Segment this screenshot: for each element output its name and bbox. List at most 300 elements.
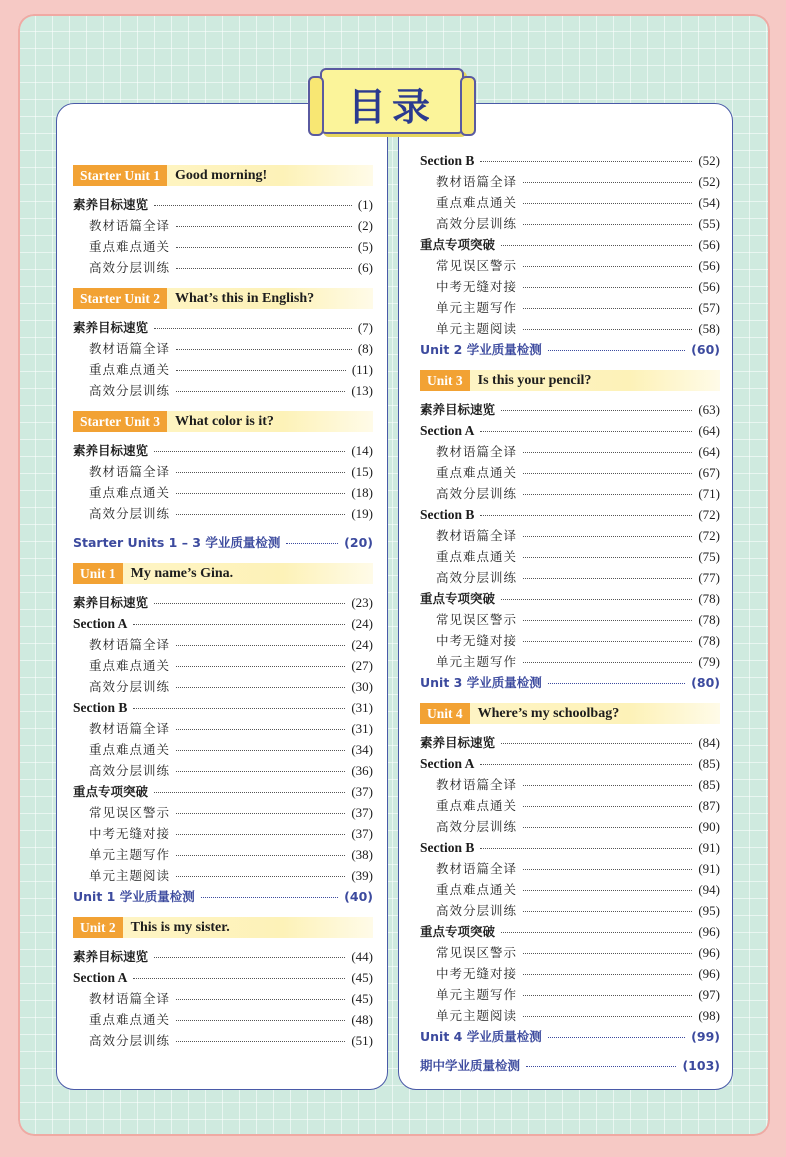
toc-page-number: (91) bbox=[698, 861, 720, 876]
unit-tag: Unit 1 bbox=[73, 563, 123, 584]
unit-header bbox=[73, 288, 373, 309]
toc-page-number: (56) bbox=[698, 237, 720, 252]
toc-entry[interactable] bbox=[420, 609, 720, 630]
toc-entry-label: Starter Units 1 – 3 学业质量检测 bbox=[73, 535, 281, 550]
toc-entry[interactable] bbox=[73, 865, 373, 886]
dot-leader bbox=[501, 599, 692, 600]
unit-title: This is my sister. bbox=[130, 919, 230, 935]
toc-entry[interactable] bbox=[420, 192, 720, 213]
toc-page-number: (11) bbox=[351, 362, 373, 377]
dot-leader bbox=[154, 451, 345, 452]
dot-leader bbox=[523, 806, 692, 807]
toc-entry[interactable] bbox=[420, 546, 720, 567]
toc-entry[interactable] bbox=[73, 697, 373, 718]
toc-page-number: (85) bbox=[698, 756, 720, 771]
toc-entry[interactable] bbox=[420, 795, 720, 816]
toc-page-number: (57) bbox=[698, 300, 720, 315]
toc-page-number: (30) bbox=[351, 679, 373, 694]
toc-entry[interactable] bbox=[420, 483, 720, 504]
toc-entry[interactable] bbox=[73, 718, 373, 739]
dot-leader bbox=[523, 974, 692, 975]
toc-page-number: (8) bbox=[357, 341, 373, 356]
dot-leader bbox=[523, 953, 692, 954]
toc-entry[interactable] bbox=[420, 171, 720, 192]
dot-leader bbox=[523, 578, 692, 579]
toc-page-number: (84) bbox=[698, 735, 720, 750]
dot-leader bbox=[523, 536, 692, 537]
toc-page-number: (23) bbox=[351, 595, 373, 610]
dot-leader bbox=[523, 287, 692, 288]
toc-entry-label: 单元主题写作 bbox=[436, 300, 518, 315]
toc-entry[interactable] bbox=[420, 1005, 720, 1026]
toc-page-number: (18) bbox=[351, 485, 373, 500]
toc-entry-label: 重点难点通关 bbox=[436, 549, 518, 564]
toc-entry-label: Section B bbox=[420, 840, 475, 855]
toc-entry-label: 单元主题写作 bbox=[436, 654, 518, 669]
toc-page-number: (72) bbox=[698, 528, 720, 543]
dot-leader bbox=[176, 472, 345, 473]
toc-entry-label: 单元主题写作 bbox=[436, 987, 518, 1002]
toc-entry-label: 高效分层训练 bbox=[89, 1033, 171, 1048]
toc-entry-label: 重点专项突破 bbox=[73, 784, 149, 799]
unit-header bbox=[420, 703, 720, 724]
toc-entry[interactable] bbox=[73, 236, 373, 257]
toc-entry[interactable] bbox=[420, 588, 720, 609]
toc-test-entry[interactable] bbox=[420, 339, 720, 360]
toc-entry[interactable] bbox=[420, 858, 720, 879]
dot-leader bbox=[154, 328, 352, 329]
toc-page-number: (24) bbox=[351, 616, 373, 631]
toc-page-number: (1) bbox=[357, 197, 373, 212]
toc-entry[interactable] bbox=[73, 946, 373, 967]
unit-title: My name’s Gina. bbox=[130, 565, 234, 581]
toc-entry[interactable] bbox=[420, 525, 720, 546]
toc-page-number: (91) bbox=[698, 840, 720, 855]
toc-page-number: (94) bbox=[698, 882, 720, 897]
toc-entry-label: 重点难点通关 bbox=[436, 882, 518, 897]
toc-page-number: (87) bbox=[698, 798, 720, 813]
dot-leader bbox=[133, 624, 345, 625]
dot-leader bbox=[176, 514, 345, 515]
toc-page-number: (27) bbox=[351, 658, 373, 673]
toc-entry[interactable] bbox=[73, 461, 373, 482]
dot-leader bbox=[176, 391, 345, 392]
toc-entry-label: 常见误区警示 bbox=[436, 945, 518, 960]
dot-leader bbox=[480, 161, 692, 162]
unit-header bbox=[73, 411, 373, 432]
dot-leader bbox=[480, 848, 692, 849]
toc-entry-label: 高效分层训练 bbox=[89, 506, 171, 521]
dot-leader bbox=[480, 764, 692, 765]
toc-entry[interactable] bbox=[73, 1009, 373, 1030]
toc-page-number: (2) bbox=[357, 218, 373, 233]
toc-entry-label: 教材语篇全译 bbox=[436, 861, 518, 876]
toc-page-number: (54) bbox=[698, 195, 720, 210]
toc-entry[interactable] bbox=[73, 338, 373, 359]
dot-leader bbox=[523, 494, 692, 495]
toc-page-number: (37) bbox=[351, 826, 373, 841]
dot-leader bbox=[501, 410, 692, 411]
dot-leader bbox=[176, 645, 345, 646]
toc-page-number: (77) bbox=[698, 570, 720, 585]
toc-entry[interactable] bbox=[420, 732, 720, 753]
toc-entry-label: Section B bbox=[73, 700, 128, 715]
toc-page-number: (67) bbox=[698, 465, 720, 480]
dot-leader bbox=[523, 662, 692, 663]
toc-entry[interactable] bbox=[73, 802, 373, 823]
toc-page-number: (78) bbox=[698, 612, 720, 627]
toc-entry-label: 重点难点通关 bbox=[436, 195, 518, 210]
toc-entry-label: Section A bbox=[73, 616, 128, 631]
toc-entry-label: 重点难点通关 bbox=[89, 1012, 171, 1027]
dot-leader bbox=[501, 245, 692, 246]
dot-leader bbox=[176, 876, 345, 877]
toc-page-number: (31) bbox=[351, 721, 373, 736]
toc-entry-label: Unit 1 学业质量检测 bbox=[73, 889, 195, 904]
toc-page-number: (71) bbox=[698, 486, 720, 501]
toc-entry[interactable] bbox=[73, 781, 373, 802]
unit-tag: Unit 2 bbox=[73, 917, 123, 938]
toc-entry[interactable] bbox=[420, 276, 720, 297]
unit-header bbox=[420, 370, 720, 391]
dot-leader bbox=[176, 349, 352, 350]
toc-entry[interactable] bbox=[73, 440, 373, 461]
toc-entry-label: 素养目标速览 bbox=[73, 320, 149, 335]
toc-entry[interactable] bbox=[420, 942, 720, 963]
dot-leader bbox=[523, 452, 692, 453]
unit-title: Good morning! bbox=[175, 167, 268, 183]
toc-entry-label: 重点难点通关 bbox=[436, 465, 518, 480]
dot-leader bbox=[176, 666, 345, 667]
toc-page-number: (103) bbox=[682, 1058, 720, 1073]
toc-entry[interactable] bbox=[420, 963, 720, 984]
dot-leader bbox=[523, 1016, 692, 1017]
dot-leader bbox=[480, 431, 692, 432]
toc-entry[interactable] bbox=[73, 844, 373, 865]
toc-entry-label: Section B bbox=[420, 507, 475, 522]
dot-leader bbox=[176, 813, 345, 814]
toc-entry[interactable] bbox=[73, 739, 373, 760]
dot-leader bbox=[523, 869, 692, 870]
toc-entry[interactable] bbox=[420, 150, 720, 171]
toc-page-number: (37) bbox=[351, 805, 373, 820]
toc-entry-label: 教材语篇全译 bbox=[89, 218, 171, 233]
unit-title: Where’s my schoolbag? bbox=[477, 705, 620, 721]
toc-entry-label: 高效分层训练 bbox=[436, 486, 518, 501]
toc-entry-label: 常见误区警示 bbox=[436, 612, 518, 627]
dot-leader bbox=[548, 1037, 685, 1038]
dot-leader bbox=[176, 1041, 345, 1042]
toc-entry-label: 重点难点通关 bbox=[89, 658, 171, 673]
toc-entry-label: 中考无缝对接 bbox=[89, 826, 171, 841]
dot-leader bbox=[523, 224, 692, 225]
toc-entry-label: 教材语篇全译 bbox=[89, 991, 171, 1006]
toc-entry-label: 高效分层训练 bbox=[89, 763, 171, 778]
title-banner bbox=[320, 68, 464, 134]
dot-leader bbox=[154, 205, 352, 206]
unit-title: What’s this in English? bbox=[175, 290, 315, 306]
toc-entry[interactable] bbox=[420, 879, 720, 900]
toc-page-number: (79) bbox=[698, 654, 720, 669]
toc-entry-label: 常见误区警示 bbox=[89, 805, 171, 820]
dot-leader bbox=[286, 543, 338, 544]
toc-left-column bbox=[73, 155, 373, 1051]
toc-page-number: (40) bbox=[344, 889, 373, 904]
dot-leader bbox=[523, 203, 692, 204]
toc-page-number: (48) bbox=[351, 1012, 373, 1027]
toc-entry[interactable] bbox=[420, 234, 720, 255]
toc-page-number: (63) bbox=[698, 402, 720, 417]
toc-page-number: (44) bbox=[351, 949, 373, 964]
toc-page-number: (58) bbox=[698, 321, 720, 336]
toc-entry-label: 高效分层训练 bbox=[89, 679, 171, 694]
unit-title: What color is it? bbox=[175, 413, 274, 429]
toc-entry[interactable] bbox=[420, 921, 720, 942]
toc-test-entry[interactable] bbox=[73, 886, 373, 907]
dot-leader bbox=[523, 890, 692, 891]
dot-leader bbox=[523, 641, 692, 642]
toc-page-number: (7) bbox=[357, 320, 373, 335]
toc-page-number: (85) bbox=[698, 777, 720, 792]
toc-entry-label: 教材语篇全译 bbox=[436, 777, 518, 792]
toc-entry-label: 单元主题阅读 bbox=[89, 868, 171, 883]
toc-page-number: (52) bbox=[698, 174, 720, 189]
dot-leader bbox=[523, 329, 692, 330]
toc-page-number: (15) bbox=[351, 464, 373, 479]
toc-page-number: (56) bbox=[698, 258, 720, 273]
toc-entry-label: 单元主题写作 bbox=[89, 847, 171, 862]
toc-entry[interactable] bbox=[420, 651, 720, 672]
toc-entry[interactable] bbox=[73, 823, 373, 844]
toc-entry[interactable] bbox=[73, 676, 373, 697]
dot-leader bbox=[176, 729, 345, 730]
dot-leader bbox=[176, 247, 352, 248]
toc-entry-label: 重点难点通关 bbox=[89, 362, 171, 377]
toc-entry-label: 高效分层训练 bbox=[89, 383, 171, 398]
dot-leader bbox=[523, 557, 692, 558]
toc-page-number: (96) bbox=[698, 966, 720, 981]
toc-page-number: (90) bbox=[698, 819, 720, 834]
toc-entry-label: 中考无缝对接 bbox=[436, 633, 518, 648]
toc-entry-label: Section A bbox=[73, 970, 128, 985]
unit-header bbox=[73, 165, 373, 186]
dot-leader bbox=[176, 855, 345, 856]
toc-entry[interactable] bbox=[420, 984, 720, 1005]
toc-entry-label: 素养目标速览 bbox=[73, 443, 149, 458]
toc-entry[interactable] bbox=[420, 504, 720, 525]
toc-page-number: (95) bbox=[698, 903, 720, 918]
toc-page-number: (78) bbox=[698, 633, 720, 648]
unit-tag: Unit 3 bbox=[420, 370, 470, 391]
toc-entry-label: 素养目标速览 bbox=[73, 595, 149, 610]
toc-entry-label: 教材语篇全译 bbox=[436, 528, 518, 543]
toc-entry-label: 期中学业质量检测 bbox=[420, 1058, 521, 1073]
toc-entry[interactable] bbox=[73, 655, 373, 676]
dot-leader bbox=[548, 350, 685, 351]
dot-leader bbox=[133, 978, 345, 979]
toc-entry[interactable] bbox=[420, 318, 720, 339]
toc-entry[interactable] bbox=[73, 988, 373, 1009]
toc-test-entry[interactable] bbox=[420, 1055, 720, 1076]
toc-entry-label: 常见误区警示 bbox=[436, 258, 518, 273]
dot-leader bbox=[154, 792, 345, 793]
toc-entry-label: 高效分层训练 bbox=[436, 819, 518, 834]
toc-entry-label: Section A bbox=[420, 423, 475, 438]
toc-entry[interactable] bbox=[420, 462, 720, 483]
dot-leader bbox=[526, 1066, 676, 1067]
toc-entry-label: 重点专项突破 bbox=[420, 591, 496, 606]
dot-leader bbox=[523, 827, 692, 828]
toc-page-number: (20) bbox=[344, 535, 373, 550]
toc-page-number: (97) bbox=[698, 987, 720, 1002]
toc-entry-label: 教材语篇全译 bbox=[436, 174, 518, 189]
dot-leader bbox=[176, 750, 345, 751]
toc-entry-label: Unit 3 学业质量检测 bbox=[420, 675, 542, 690]
toc-entry-label: 高效分层训练 bbox=[89, 260, 171, 275]
toc-entry-label: Section B bbox=[420, 153, 475, 168]
toc-page-number: (45) bbox=[351, 970, 373, 985]
toc-entry-label: 中考无缝对接 bbox=[436, 966, 518, 981]
toc-entry[interactable] bbox=[420, 441, 720, 462]
unit-tag: Starter Unit 3 bbox=[73, 411, 167, 432]
toc-page-number: (51) bbox=[351, 1033, 373, 1048]
dot-leader bbox=[523, 266, 692, 267]
toc-page-number: (38) bbox=[351, 847, 373, 862]
toc-entry-label: Unit 4 学业质量检测 bbox=[420, 1029, 542, 1044]
dot-leader bbox=[523, 308, 692, 309]
toc-entry[interactable] bbox=[420, 816, 720, 837]
toc-entry-label: 单元主题阅读 bbox=[436, 1008, 518, 1023]
toc-entry-label: 高效分层训练 bbox=[436, 216, 518, 231]
toc-entry-label: 素养目标速览 bbox=[420, 735, 496, 750]
toc-entry[interactable] bbox=[73, 215, 373, 236]
toc-page-number: (6) bbox=[357, 260, 373, 275]
toc-entry[interactable] bbox=[73, 967, 373, 988]
toc-page-number: (24) bbox=[351, 637, 373, 652]
toc-page-number: (55) bbox=[698, 216, 720, 231]
toc-entry[interactable] bbox=[420, 420, 720, 441]
dot-leader bbox=[154, 957, 345, 958]
toc-entry[interactable] bbox=[420, 900, 720, 921]
toc-entry[interactable] bbox=[73, 194, 373, 215]
toc-entry[interactable] bbox=[420, 774, 720, 795]
unit-tag: Unit 4 bbox=[420, 703, 470, 724]
dot-leader bbox=[523, 995, 692, 996]
dot-leader bbox=[501, 743, 692, 744]
toc-page-number: (60) bbox=[691, 342, 720, 357]
toc-page-number: (78) bbox=[698, 591, 720, 606]
toc-entry-label: 重点难点通关 bbox=[89, 485, 171, 500]
toc-right-column bbox=[420, 150, 720, 1076]
unit-header bbox=[73, 563, 373, 584]
toc-page-number: (19) bbox=[351, 506, 373, 521]
toc-entry-label: 教材语篇全译 bbox=[89, 721, 171, 736]
toc-entry-label: 教材语篇全译 bbox=[89, 341, 171, 356]
toc-page-number: (13) bbox=[351, 383, 373, 398]
toc-entry[interactable] bbox=[73, 613, 373, 634]
dot-leader bbox=[480, 515, 692, 516]
toc-page-number: (72) bbox=[698, 507, 720, 522]
toc-entry[interactable] bbox=[73, 482, 373, 503]
toc-page-number: (45) bbox=[351, 991, 373, 1006]
toc-entry-label: 重点专项突破 bbox=[420, 237, 496, 252]
unit-tag: Starter Unit 2 bbox=[73, 288, 167, 309]
toc-entry[interactable] bbox=[73, 634, 373, 655]
toc-entry[interactable] bbox=[420, 753, 720, 774]
toc-entry-label: 高效分层训练 bbox=[436, 903, 518, 918]
toc-entry[interactable] bbox=[420, 297, 720, 318]
toc-page-number: (56) bbox=[698, 279, 720, 294]
dot-leader bbox=[176, 834, 345, 835]
toc-entry[interactable] bbox=[73, 317, 373, 338]
toc-page-number: (5) bbox=[357, 239, 373, 254]
toc-entry-label: 教材语篇全译 bbox=[436, 444, 518, 459]
page-title: 目录 bbox=[347, 85, 436, 129]
toc-entry[interactable] bbox=[420, 255, 720, 276]
toc-page-number: (31) bbox=[351, 700, 373, 715]
toc-entry[interactable] bbox=[420, 630, 720, 651]
dot-leader bbox=[523, 911, 692, 912]
toc-entry-label: Unit 2 学业质量检测 bbox=[420, 342, 542, 357]
toc-entry[interactable] bbox=[420, 567, 720, 588]
toc-page-number: (96) bbox=[698, 945, 720, 960]
toc-entry-label: 中考无缝对接 bbox=[436, 279, 518, 294]
dot-leader bbox=[133, 708, 345, 709]
toc-page-number: (64) bbox=[698, 444, 720, 459]
toc-entry[interactable] bbox=[73, 1030, 373, 1051]
toc-entry[interactable] bbox=[73, 503, 373, 524]
dot-leader bbox=[523, 473, 692, 474]
dot-leader bbox=[176, 771, 345, 772]
dot-leader bbox=[176, 687, 345, 688]
toc-test-entry[interactable] bbox=[420, 1026, 720, 1047]
toc-page-number: (96) bbox=[698, 924, 720, 939]
toc-page-number: (36) bbox=[351, 763, 373, 778]
dot-leader bbox=[176, 493, 345, 494]
toc-page-number: (34) bbox=[351, 742, 373, 757]
toc-spacer bbox=[73, 524, 373, 532]
toc-page-number: (37) bbox=[351, 784, 373, 799]
toc-entry-label: 素养目标速览 bbox=[73, 197, 149, 212]
toc-entry-label: 素养目标速览 bbox=[73, 949, 149, 964]
toc-entry[interactable] bbox=[420, 399, 720, 420]
toc-entry-label: 教材语篇全译 bbox=[89, 464, 171, 479]
dot-leader bbox=[176, 268, 352, 269]
toc-entry[interactable] bbox=[73, 257, 373, 278]
unit-header bbox=[73, 917, 373, 938]
unit-title: Is this your pencil? bbox=[477, 372, 592, 388]
toc-entry-label: 素养目标速览 bbox=[420, 402, 496, 417]
toc-entry-label: Section A bbox=[420, 756, 475, 771]
toc-entry[interactable] bbox=[73, 359, 373, 380]
toc-page-number: (39) bbox=[351, 868, 373, 883]
toc-test-entry[interactable] bbox=[420, 672, 720, 693]
toc-page-number: (52) bbox=[698, 153, 720, 168]
toc-entry-label: 重点难点通关 bbox=[89, 742, 171, 757]
dot-leader bbox=[523, 785, 692, 786]
dot-leader bbox=[176, 999, 345, 1000]
toc-entry[interactable] bbox=[73, 592, 373, 613]
toc-entry[interactable] bbox=[420, 213, 720, 234]
toc-entry[interactable] bbox=[73, 760, 373, 781]
toc-page-number: (75) bbox=[698, 549, 720, 564]
toc-entry[interactable] bbox=[420, 837, 720, 858]
toc-entry[interactable] bbox=[73, 380, 373, 401]
toc-page-number: (99) bbox=[691, 1029, 720, 1044]
dot-leader bbox=[176, 370, 346, 371]
toc-test-entry[interactable] bbox=[73, 532, 373, 553]
toc-entry-label: 重点难点通关 bbox=[436, 798, 518, 813]
